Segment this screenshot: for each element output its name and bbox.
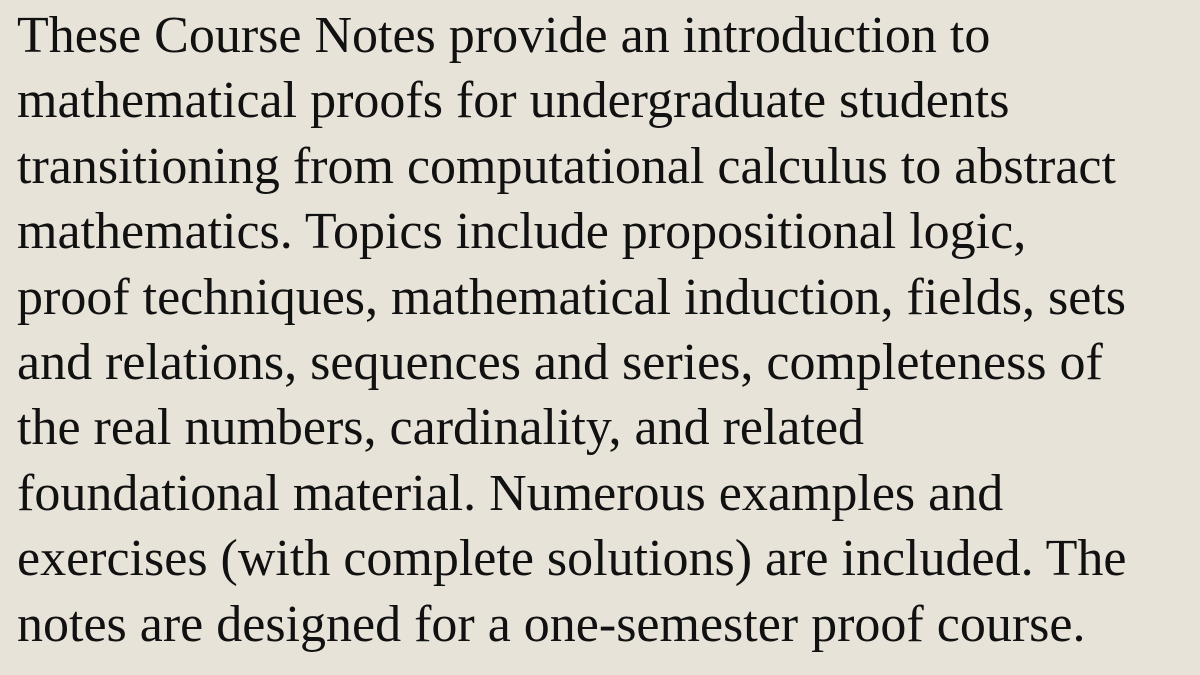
description-line-9: exercises (with complete solutions) are included. The: [17, 530, 1127, 588]
description-line-6: and relations, sequences and series, completeness of: [17, 334, 1103, 392]
description-line-5: proof techniques, mathematical induction, fields, sets: [17, 268, 1127, 326]
description-line-10: notes are designed for a one-semester proof course.: [17, 595, 1086, 653]
description-line-1: These Course Notes provide an introduction to: [17, 7, 991, 64]
description-line-8: foundational material. Numerous examples and: [17, 464, 1004, 522]
description-line-3: transitioning from computational calculus to abstract: [17, 137, 1116, 195]
description-line-2: mathematical proofs for undergraduate students: [17, 72, 1010, 130]
description-line-4: mathematics. Topics include propositional logic,: [17, 203, 1027, 261]
course-description: [17, 3, 1190, 657]
description-line-7: the real numbers, cardinality, and related: [17, 399, 865, 457]
